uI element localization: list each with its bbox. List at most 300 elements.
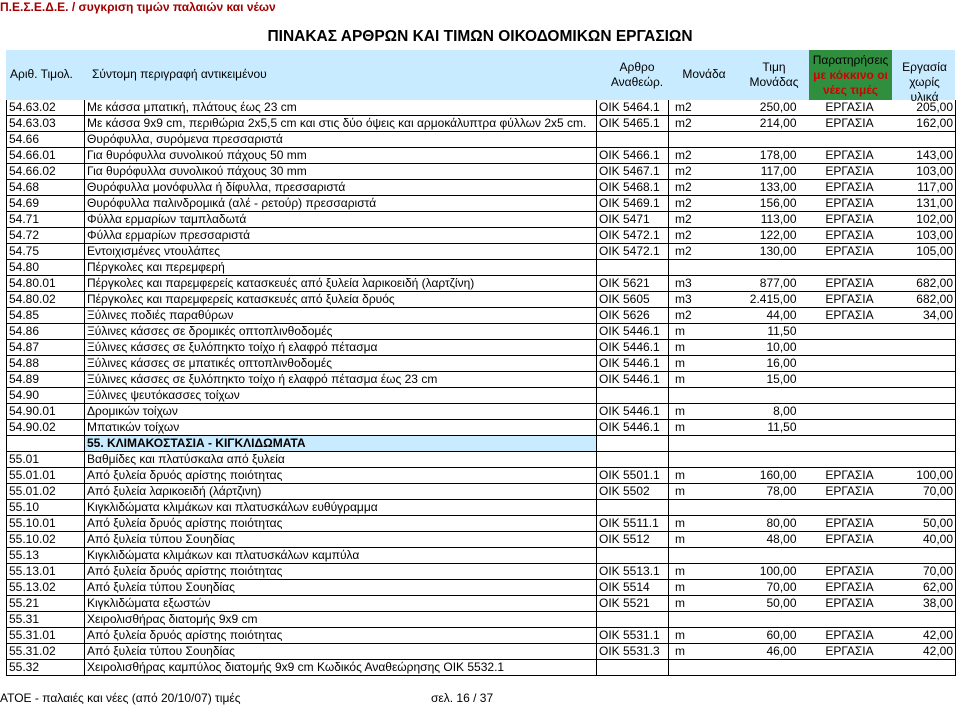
cell-code: 55.13 [7, 548, 85, 564]
cell-unit: m [669, 596, 731, 612]
cell-desc: Από ξυλεία δρυός αρίστης ποιότητας [85, 564, 597, 580]
table-row [7, 484, 956, 500]
cell-price [731, 260, 807, 276]
cell-art: ΟΙΚ 5531.1 [597, 628, 669, 644]
cell-note: ΕΡΓΑΣΙΑ [807, 580, 893, 596]
cell-labor [893, 500, 956, 516]
cell-note: ΕΡΓΑΣΙΑ [807, 292, 893, 308]
cell-art: ΟΙΚ 5531.3 [597, 644, 669, 660]
cell-note [807, 548, 893, 564]
cell-art: ΟΙΚ 5626 [597, 308, 669, 324]
cell-unit: m [669, 484, 731, 500]
table-row [7, 132, 956, 148]
cell-art: ΟΙΚ 5512 [597, 532, 669, 548]
cell-labor [893, 388, 956, 404]
cell-art: ΟΙΚ 5472.1 [597, 228, 669, 244]
cell-unit: m [669, 340, 731, 356]
cell-note: ΕΡΓΑΣΙΑ [807, 596, 893, 612]
cell-art: ΟΙΚ 5501.1 [597, 468, 669, 484]
cell-desc: Χειρολισθήρας καμπύλος διατομής 9x9 cm Κωδικός Αναθεώρησης ΟΙΚ 5532.1 [85, 660, 597, 676]
cell-note [807, 340, 893, 356]
cell-note: ΕΡΓΑΣΙΑ [807, 516, 893, 532]
cell-labor: 205,00 [893, 100, 956, 116]
cell-desc: Κιγκλιδώματα κλιμάκων και πλατυσκάλων ευθύγραμμα [85, 500, 597, 516]
cell-note: ΕΡΓΑΣΙΑ [807, 196, 893, 212]
cell-code: 55.01.01 [7, 468, 85, 484]
header-unit: Μονάδα [682, 67, 726, 81]
cell-labor [893, 260, 956, 276]
cell-price: 156,00 [731, 196, 807, 212]
cell-code: 54.68 [7, 180, 85, 196]
cell-note: ΕΡΓΑΣΙΑ [807, 276, 893, 292]
cell-code: 54.86 [7, 324, 85, 340]
header-notes-line1: Παρατηρήσεις [812, 53, 889, 67]
cell-price: 117,00 [731, 164, 807, 180]
cell-price: 8,00 [731, 404, 807, 420]
table-row [7, 516, 956, 532]
table-row [7, 180, 956, 196]
cell-note: ΕΡΓΑΣΙΑ [807, 180, 893, 196]
cell-labor: 103,00 [893, 228, 956, 244]
cell-art: ΟΙΚ 5465.1 [597, 116, 669, 132]
cell-desc: 55. ΚΛΙΜΑΚΟΣΤΑΣΙΑ - ΚΙΓΚΛΙΔΩΜΑΤΑ [85, 436, 597, 452]
cell-desc: Ξύλινες ποδιές παραθύρων [85, 308, 597, 324]
cell-code [7, 436, 85, 452]
table-row [7, 324, 956, 340]
cell-labor [893, 132, 956, 148]
cell-labor [893, 660, 956, 676]
cell-note: ΕΡΓΑΣΙΑ [807, 148, 893, 164]
table-row [7, 212, 956, 228]
header-code: Αριθ. Τιμολ. [10, 67, 73, 81]
cell-price [731, 500, 807, 516]
cell-code: 55.31.01 [7, 628, 85, 644]
cell-price: 250,00 [731, 100, 807, 116]
cell-code: 55.10.02 [7, 532, 85, 548]
header-labor-line2: χωρίς υλικά [909, 75, 940, 104]
cell-unit: m [669, 356, 731, 372]
cell-art [597, 132, 669, 148]
cell-price: 80,00 [731, 516, 807, 532]
cell-price: 44,00 [731, 308, 807, 324]
cell-unit: m2 [669, 308, 731, 324]
cell-note: ΕΡΓΑΣΙΑ [807, 628, 893, 644]
cell-unit [669, 612, 731, 628]
table-row [7, 244, 956, 260]
cell-desc: Ξύλινες κάσσες σε μπατικές οπτοπλινθοδομές [85, 356, 597, 372]
header-article [602, 60, 672, 90]
cell-unit: m [669, 324, 731, 340]
cell-code: 54.80 [7, 260, 85, 276]
table-row [7, 340, 956, 356]
cell-note [807, 612, 893, 628]
cell-code: 54.72 [7, 228, 85, 244]
cell-desc: Εντοιχισμένες ντουλάπες [85, 244, 597, 260]
footer-source: ΑΤΟΕ - παλαιές και νέες (από 20/10/07) τιμές [0, 691, 241, 705]
cell-price: 2.415,00 [731, 292, 807, 308]
cell-code: 55.32 [7, 660, 85, 676]
cell-note [807, 404, 893, 420]
cell-unit [669, 660, 731, 676]
cell-art: ΟΙΚ 5471 [597, 212, 669, 228]
cell-unit [669, 548, 731, 564]
cell-desc: Ξύλινες κάσσες σε δρομικές οπτοπλινθοδομές [85, 324, 597, 340]
cell-labor: 42,00 [893, 628, 956, 644]
cell-desc: Χειρολισθήρας διατομής 9x9 cm [85, 612, 597, 628]
cell-labor [893, 612, 956, 628]
table-row [7, 436, 956, 452]
cell-desc: Κιγκλιδώματα εξωστών [85, 596, 597, 612]
cell-code: 54.75 [7, 244, 85, 260]
cell-desc: Κιγκλιδώματα κλιμάκων και πλατυσκάλων καμπύλα [85, 548, 597, 564]
header-price [742, 60, 806, 90]
cell-desc: Από ξυλεία δρυός αρίστης ποιότητας [85, 516, 597, 532]
cell-desc: Πέργκολες και παρεμφερείς κατασκευές από ξυλεία λαρικοειδή (λαρτζίνη) [85, 276, 597, 292]
cell-unit: m [669, 468, 731, 484]
cell-unit [669, 132, 731, 148]
cell-unit [669, 436, 731, 452]
header-notes-line3: νέες τιμές [822, 83, 879, 97]
cell-desc: Για θυρόφυλλα συνολικού πάχους 30 mm [85, 164, 597, 180]
cell-desc: Θυρόφυλλα παλινδρομικά (αλέ - ρετούρ) πρεσσαριστά [85, 196, 597, 212]
cell-unit: m [669, 532, 731, 548]
table-row [7, 308, 956, 324]
cell-desc: Από ξυλεία τύπου Σουηδίας [85, 580, 597, 596]
cell-labor: 70,00 [893, 564, 956, 580]
cell-note: ΕΡΓΑΣΙΑ [807, 212, 893, 228]
cell-unit [669, 388, 731, 404]
table-row [7, 116, 956, 132]
cell-unit: m2 [669, 100, 731, 116]
cell-labor: 62,00 [893, 580, 956, 596]
cell-note [807, 388, 893, 404]
cell-price [731, 548, 807, 564]
cell-labor: 100,00 [893, 468, 956, 484]
cell-desc: Από ξυλεία δρυός αρίστης ποιότητας [85, 468, 597, 484]
cell-labor [893, 420, 956, 436]
cell-price: 70,00 [731, 580, 807, 596]
cell-price: 15,00 [731, 372, 807, 388]
table-row [7, 532, 956, 548]
page-title: ΠΙΝΑΚΑΣ ΑΡΘΡΩΝ ΚΑΙ ΤΙΜΩΝ ΟΙΚΟΔΟΜΙΚΩΝ ΕΡΓΑΣΙΩΝ [267, 28, 693, 45]
cell-unit [669, 500, 731, 516]
cell-desc: Θυρόφυλλα μονόφυλλα ή δίφυλλα, πρεσσαριστά [85, 180, 597, 196]
header-price-line1: Τιμη [762, 60, 786, 74]
cell-desc: Βαθμίδες και πλατύσκαλα από ξυλεία [85, 452, 597, 468]
cell-unit: m2 [669, 212, 731, 228]
cell-price: 78,00 [731, 484, 807, 500]
cell-note: ΕΡΓΑΣΙΑ [807, 164, 893, 180]
cell-code: 54.66.01 [7, 148, 85, 164]
cell-price: 160,00 [731, 468, 807, 484]
table-row [7, 548, 956, 564]
table-row [7, 100, 956, 116]
cell-labor [893, 548, 956, 564]
cell-note [807, 260, 893, 276]
cell-code: 54.80.01 [7, 276, 85, 292]
cell-price: 214,00 [731, 116, 807, 132]
cell-art: ΟΙΚ 5511.1 [597, 516, 669, 532]
cell-code: 54.69 [7, 196, 85, 212]
cell-price: 100,00 [731, 564, 807, 580]
cell-labor: 102,00 [893, 212, 956, 228]
table-row [7, 388, 956, 404]
table-row [7, 228, 956, 244]
cell-labor: 143,00 [893, 148, 956, 164]
cell-labor [893, 356, 956, 372]
cell-note [807, 452, 893, 468]
cell-price [731, 612, 807, 628]
cell-art: ΟΙΚ 5472.1 [597, 244, 669, 260]
cell-art [597, 260, 669, 276]
cell-desc: Με κάσσα 9x9 cm, περιθώρια 2x5,5 cm και στις δύο όψεις και αρμοκάλυπτρα φύλλων 2x5 cm. [85, 116, 597, 132]
cell-price [731, 660, 807, 676]
cell-labor: 70,00 [893, 484, 956, 500]
cell-desc: Φύλλα ερμαρίων πρεσσαριστά [85, 228, 597, 244]
cell-code: 54.71 [7, 212, 85, 228]
cell-art: ΟΙΚ 5469.1 [597, 196, 669, 212]
cell-desc: Μπατικών τοίχων [85, 420, 597, 436]
cell-note [807, 372, 893, 388]
cell-note [807, 356, 893, 372]
cell-unit: m2 [669, 148, 731, 164]
cell-price: 16,00 [731, 356, 807, 372]
table-row [7, 596, 956, 612]
cell-unit [669, 452, 731, 468]
cell-unit: m [669, 404, 731, 420]
cell-code: 54.66 [7, 132, 85, 148]
table-row [7, 644, 956, 660]
cell-labor: 131,00 [893, 196, 956, 212]
cell-code: 54.89 [7, 372, 85, 388]
cell-art: ΟΙΚ 5446.1 [597, 372, 669, 388]
table-row [7, 612, 956, 628]
cell-unit: m3 [669, 292, 731, 308]
cell-art: ΟΙΚ 5502 [597, 484, 669, 500]
cell-labor [893, 452, 956, 468]
table-row [7, 500, 956, 516]
cell-price: 11,50 [731, 324, 807, 340]
cell-code: 54.90.02 [7, 420, 85, 436]
cell-code: 54.90 [7, 388, 85, 404]
cell-unit: m2 [669, 180, 731, 196]
cell-art: ΟΙΚ 5446.1 [597, 324, 669, 340]
cell-code: 55.21 [7, 596, 85, 612]
cell-note: ΕΡΓΑΣΙΑ [807, 308, 893, 324]
cell-unit: m [669, 420, 731, 436]
cell-labor: 105,00 [893, 244, 956, 260]
table-row [7, 292, 956, 308]
cell-note: ΕΡΓΑΣΙΑ [807, 100, 893, 116]
cell-labor [893, 372, 956, 388]
cell-art: ΟΙΚ 5464.1 [597, 100, 669, 116]
page-number: σελ. 16 / 37 [431, 691, 494, 705]
table-row [7, 564, 956, 580]
cell-art [597, 500, 669, 516]
cell-code: 54.88 [7, 356, 85, 372]
header-price-line2: Μονάδας [749, 75, 799, 89]
cell-desc: Για θυρόφυλλα συνολικού πάχους 50 mm [85, 148, 597, 164]
table-row [7, 196, 956, 212]
cell-labor [893, 404, 956, 420]
table-row [7, 372, 956, 388]
cell-price: 50,00 [731, 596, 807, 612]
table-row [7, 164, 956, 180]
cell-note: ΕΡΓΑΣΙΑ [807, 244, 893, 260]
cell-note: ΕΡΓΑΣΙΑ [807, 228, 893, 244]
cell-price [731, 452, 807, 468]
table-row [7, 452, 956, 468]
cell-labor: 117,00 [893, 180, 956, 196]
cell-price: 48,00 [731, 532, 807, 548]
cell-art: ΟΙΚ 5467.1 [597, 164, 669, 180]
header-notes-line2: με κόκκινο οι [813, 68, 888, 82]
cell-price: 130,00 [731, 244, 807, 260]
cell-art: ΟΙΚ 5446.1 [597, 404, 669, 420]
table-header [6, 50, 955, 104]
cell-desc: Από ξυλεία τύπου Σουηδίας [85, 644, 597, 660]
cell-note: ΕΡΓΑΣΙΑ [807, 532, 893, 548]
cell-price: 10,00 [731, 340, 807, 356]
cell-unit: m2 [669, 228, 731, 244]
cell-price: 11,50 [731, 420, 807, 436]
document-title: Π.Ε.Σ.Ε.Δ.Ε. / συγκριση τιμών παλαιών και νέων [0, 0, 276, 14]
cell-labor [893, 436, 956, 452]
cell-note: ΕΡΓΑΣΙΑ [807, 468, 893, 484]
cell-art [597, 660, 669, 676]
table-row [7, 628, 956, 644]
cell-unit: m2 [669, 244, 731, 260]
cell-desc: Ξύλινες κάσσες σε ξυλόπηκτο τοίχο ή ελαφρό πέτασμα έως 23 cm [85, 372, 597, 388]
cell-art [597, 452, 669, 468]
cell-code: 54.90.01 [7, 404, 85, 420]
cell-unit: m [669, 516, 731, 532]
cell-unit: m2 [669, 196, 731, 212]
cell-labor [893, 324, 956, 340]
cell-desc: Ξύλινες ψευτόκασσες τοίχων [85, 388, 597, 404]
cell-unit: m [669, 564, 731, 580]
header-description: Σύντομη περιγραφή αντικειμένου [92, 67, 267, 81]
cell-labor: 38,00 [893, 596, 956, 612]
cell-code: 55.31.02 [7, 644, 85, 660]
cell-art: ΟΙΚ 5514 [597, 580, 669, 596]
cell-code: 55.01 [7, 452, 85, 468]
price-table [6, 100, 956, 676]
cell-price: 877,00 [731, 276, 807, 292]
cell-desc: Πέργκολες και περεμφερή [85, 260, 597, 276]
table-row [7, 356, 956, 372]
cell-code: 54.87 [7, 340, 85, 356]
cell-labor: 34,00 [893, 308, 956, 324]
cell-desc: Από ξυλεία δρυός αρίστης ποιότητας [85, 628, 597, 644]
cell-labor: 162,00 [893, 116, 956, 132]
price-table-body [7, 100, 956, 676]
table-row [7, 148, 956, 164]
cell-art: ΟΙΚ 5513.1 [597, 564, 669, 580]
cell-unit [669, 260, 731, 276]
cell-labor: 682,00 [893, 276, 956, 292]
cell-note [807, 324, 893, 340]
cell-price: 133,00 [731, 180, 807, 196]
cell-desc: Ξύλινες κάσσες σε ξυλόπηκτο τοίχο ή ελαφρό πέτασμα [85, 340, 597, 356]
cell-desc: Θυρόφυλλα, συρόμενα πρεσσαριστά [85, 132, 597, 148]
cell-desc: Πέργκολες και παρεμφερείς κατασκευές από ξυλεία δρυός [85, 292, 597, 308]
cell-code: 54.80.02 [7, 292, 85, 308]
cell-note [807, 436, 893, 452]
cell-unit: m [669, 580, 731, 596]
cell-art: ΟΙΚ 5621 [597, 276, 669, 292]
cell-note [807, 660, 893, 676]
cell-unit: m2 [669, 116, 731, 132]
cell-art [597, 388, 669, 404]
cell-art: ΟΙΚ 5466.1 [597, 148, 669, 164]
cell-note [807, 420, 893, 436]
cell-art: ΟΙΚ 5446.1 [597, 340, 669, 356]
cell-code: 55.13.01 [7, 564, 85, 580]
table-row [7, 420, 956, 436]
cell-note [807, 500, 893, 516]
table-row [7, 580, 956, 596]
cell-art [597, 612, 669, 628]
cell-price: 122,00 [731, 228, 807, 244]
cell-labor: 103,00 [893, 164, 956, 180]
cell-labor [893, 340, 956, 356]
header-labor [894, 60, 955, 105]
table-row [7, 276, 956, 292]
cell-art: ΟΙΚ 5468.1 [597, 180, 669, 196]
cell-desc: Από ξυλεία λαρικοειδή (λάρτζινη) [85, 484, 597, 500]
cell-price [731, 132, 807, 148]
cell-price [731, 436, 807, 452]
cell-unit: m [669, 628, 731, 644]
cell-price: 113,00 [731, 212, 807, 228]
cell-art: ΟΙΚ 5521 [597, 596, 669, 612]
cell-labor: 682,00 [893, 292, 956, 308]
cell-code: 55.01.02 [7, 484, 85, 500]
cell-desc: Από ξυλεία τύπου Σουηδίας [85, 532, 597, 548]
cell-note: ΕΡΓΑΣΙΑ [807, 644, 893, 660]
cell-code: 55.13.02 [7, 580, 85, 596]
cell-desc: Φύλλα ερμαρίων ταμπλαδωτά [85, 212, 597, 228]
cell-note: ΕΡΓΑΣΙΑ [807, 564, 893, 580]
cell-art [597, 548, 669, 564]
table-row [7, 660, 956, 676]
cell-code: 55.10 [7, 500, 85, 516]
cell-desc: Δρομικών τοίχων [85, 404, 597, 420]
cell-desc: Με κάσσα μπατική, πλάτους έως 23 cm [85, 100, 597, 116]
cell-code: 55.31 [7, 612, 85, 628]
cell-code: 54.85 [7, 308, 85, 324]
cell-art [597, 436, 669, 452]
table-row [7, 468, 956, 484]
cell-note [807, 132, 893, 148]
cell-price [731, 388, 807, 404]
cell-price: 60,00 [731, 628, 807, 644]
cell-art: ΟΙΚ 5605 [597, 292, 669, 308]
cell-code: 54.63.03 [7, 116, 85, 132]
cell-labor: 40,00 [893, 532, 956, 548]
cell-price: 46,00 [731, 644, 807, 660]
cell-labor: 50,00 [893, 516, 956, 532]
cell-labor: 42,00 [893, 644, 956, 660]
cell-unit: m [669, 372, 731, 388]
cell-code: 54.63.02 [7, 100, 85, 116]
table-row [7, 404, 956, 420]
header-labor-line1: Εργασία [902, 60, 947, 74]
table-row [7, 260, 956, 276]
cell-note: ΕΡΓΑΣΙΑ [807, 484, 893, 500]
header-notes [809, 53, 892, 98]
